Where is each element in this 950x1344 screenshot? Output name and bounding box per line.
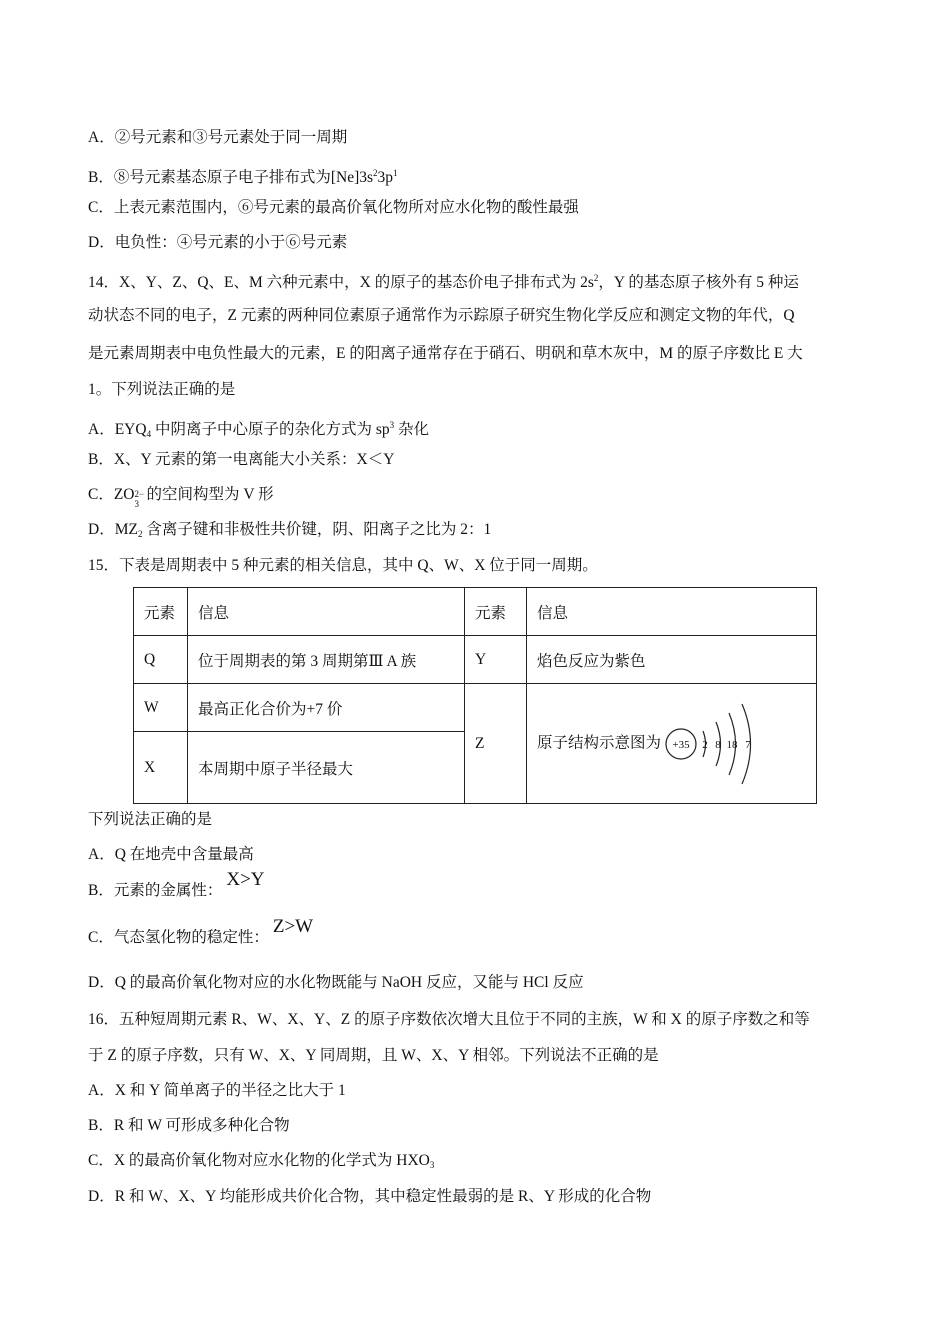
q16-option-d: D．R 和 W、X、Y 均能形成共价化合物，其中稳定性最弱的是 R、Y 形成的化合物 [88, 1188, 652, 1205]
table-cell: Y [465, 636, 527, 684]
q16-stem-line-1: 16．五种短周期元素 R、W、X、Y、Z 的原子序数依次增大且位于不同的主族，W 和 X 的原子序数之和等 [88, 1011, 810, 1028]
table-cell [527, 684, 817, 804]
q14-option-b: B．X、Y 元素的第一电离能大小关系：X＜Y [88, 451, 395, 468]
q14-option-d [88, 520, 491, 544]
q15-prompt: 下列说法正确的是 [88, 811, 213, 828]
q15-option-c [88, 916, 314, 948]
text: 中阴离子中心原子的杂化方式为 sp [151, 421, 390, 438]
table-row [134, 684, 817, 732]
nucleus-charge: +35 [672, 738, 690, 751]
q16-option-a: A．X 和 Y 简单离子的半径之比大于 1 [88, 1082, 346, 1099]
q14-stem-line-1 [88, 268, 799, 293]
table-row [134, 636, 817, 684]
formula: Z>W [272, 916, 314, 937]
q14-stem-line-2: 动状态不同的电子，Z 元素的两种同位素原子通常作为示踪原子研究生物化学反应和测定文物的年代，Q [88, 307, 795, 324]
q16-option-c [88, 1151, 434, 1175]
table-cell: 位于周期表的第 3 周期第Ⅲ A 族 [188, 636, 465, 684]
text: C．X 的最高价氧化物对应水化物的化学式为 HXO [88, 1152, 430, 1169]
atom-structure-diagram [663, 698, 759, 790]
table-header-cell: 元素 [134, 588, 188, 636]
text: C．气态氢化物的稳定性： [88, 929, 269, 946]
q14-option-c [88, 485, 274, 509]
table-cell: 焰色反应为紫色 [527, 636, 817, 684]
q16-option-b: B．R 和 W 可形成多种化合物 [88, 1117, 290, 1134]
q13-option-c: C．上表元素范围内，⑥号元素的最高价氧化物所对应水化物的酸性最强 [88, 199, 579, 216]
q15-stem: 15．下表是周期表中 5 种元素的相关信息，其中 Q、W、X 位于同一周期。 [88, 557, 598, 574]
q16-stem-line-2: 于 Z 的原子序数，只有 W、X、Y 同周期，且 W、X、Y 相邻。下列说法不正确的是 [88, 1047, 659, 1064]
element-info-table [133, 587, 817, 804]
table-row [134, 588, 817, 636]
superscript: 2 [373, 168, 378, 178]
shell-electron-count: 2 [702, 738, 708, 751]
text: D．MZ [88, 521, 138, 538]
shell-electron-count: 18 [726, 738, 738, 751]
superscript: 2− [134, 489, 145, 499]
q13-option-d: D．电负性：④号元素的小于⑥号元素 [88, 234, 348, 251]
subscript: 3 [134, 499, 140, 509]
shell-electron-count: 8 [715, 738, 721, 751]
q14-stem-line-3: 是元素周期表中电负性最大的元素，E 的阳离子通常存在于硝石、明矾和草木灰中，M 的原子序数比 E 大 [88, 345, 803, 362]
formula: X>Y [226, 869, 265, 890]
q13-option-b [88, 163, 398, 188]
q13-option-a: A．②号元素和③号元素处于同一周期 [88, 129, 348, 146]
text: 含离子键和非极性共价键，阴、阳离子之比为 2：1 [142, 521, 492, 538]
text: B．⑧号元素基态原子电子排布式为[Ne]3s [88, 169, 374, 186]
table-cell: Q [134, 636, 188, 684]
subscript: 4 [146, 429, 152, 439]
subscript: 2 [137, 529, 143, 539]
q14-stem-line-4: 1。下列说法正确的是 [88, 381, 236, 398]
sub-sup-stack [134, 489, 147, 509]
q15-option-d: D．Q 的最高价氧化物对应的水化物既能与 NaOH 反应，又能与 HCl 反应 [88, 974, 584, 991]
text: B．元素的金属性： [88, 882, 223, 899]
q14-option-a [88, 415, 429, 444]
table-cell: 本周期中原子半径最大 [188, 732, 465, 804]
text: 3p [377, 169, 394, 186]
superscript: 3 [389, 420, 395, 430]
text: 的空间构型为 V 形 [146, 486, 274, 503]
table-cell: X [134, 732, 188, 804]
text: ，Y 的基态原子核外有 5 种运 [598, 274, 799, 291]
table-cell: Z [465, 684, 527, 804]
shell-electron-count: 7 [745, 738, 751, 751]
subscript: 3 [429, 1160, 435, 1170]
q15-option-a: A．Q 在地壳中含量最高 [88, 846, 254, 863]
superscript: 1 [393, 168, 398, 178]
table-header-cell: 信息 [527, 588, 817, 636]
q15-option-b [88, 869, 265, 901]
text: C．ZO [88, 486, 135, 503]
table-cell: 最高正化合价为+7 价 [188, 684, 465, 732]
table-cell: W [134, 684, 188, 732]
text: A．EYQ [88, 421, 147, 438]
table-header-cell: 信息 [188, 588, 465, 636]
superscript: 2 [593, 273, 599, 283]
z-info-label: 原子结构示意图为 [537, 734, 662, 752]
table-header-cell: 元素 [465, 588, 527, 636]
text: 14．X、Y、Z、Q、E、M 六种元素中，X 的原子的基态价电子排布式为 2s [88, 274, 594, 291]
text: 杂化 [394, 421, 429, 438]
